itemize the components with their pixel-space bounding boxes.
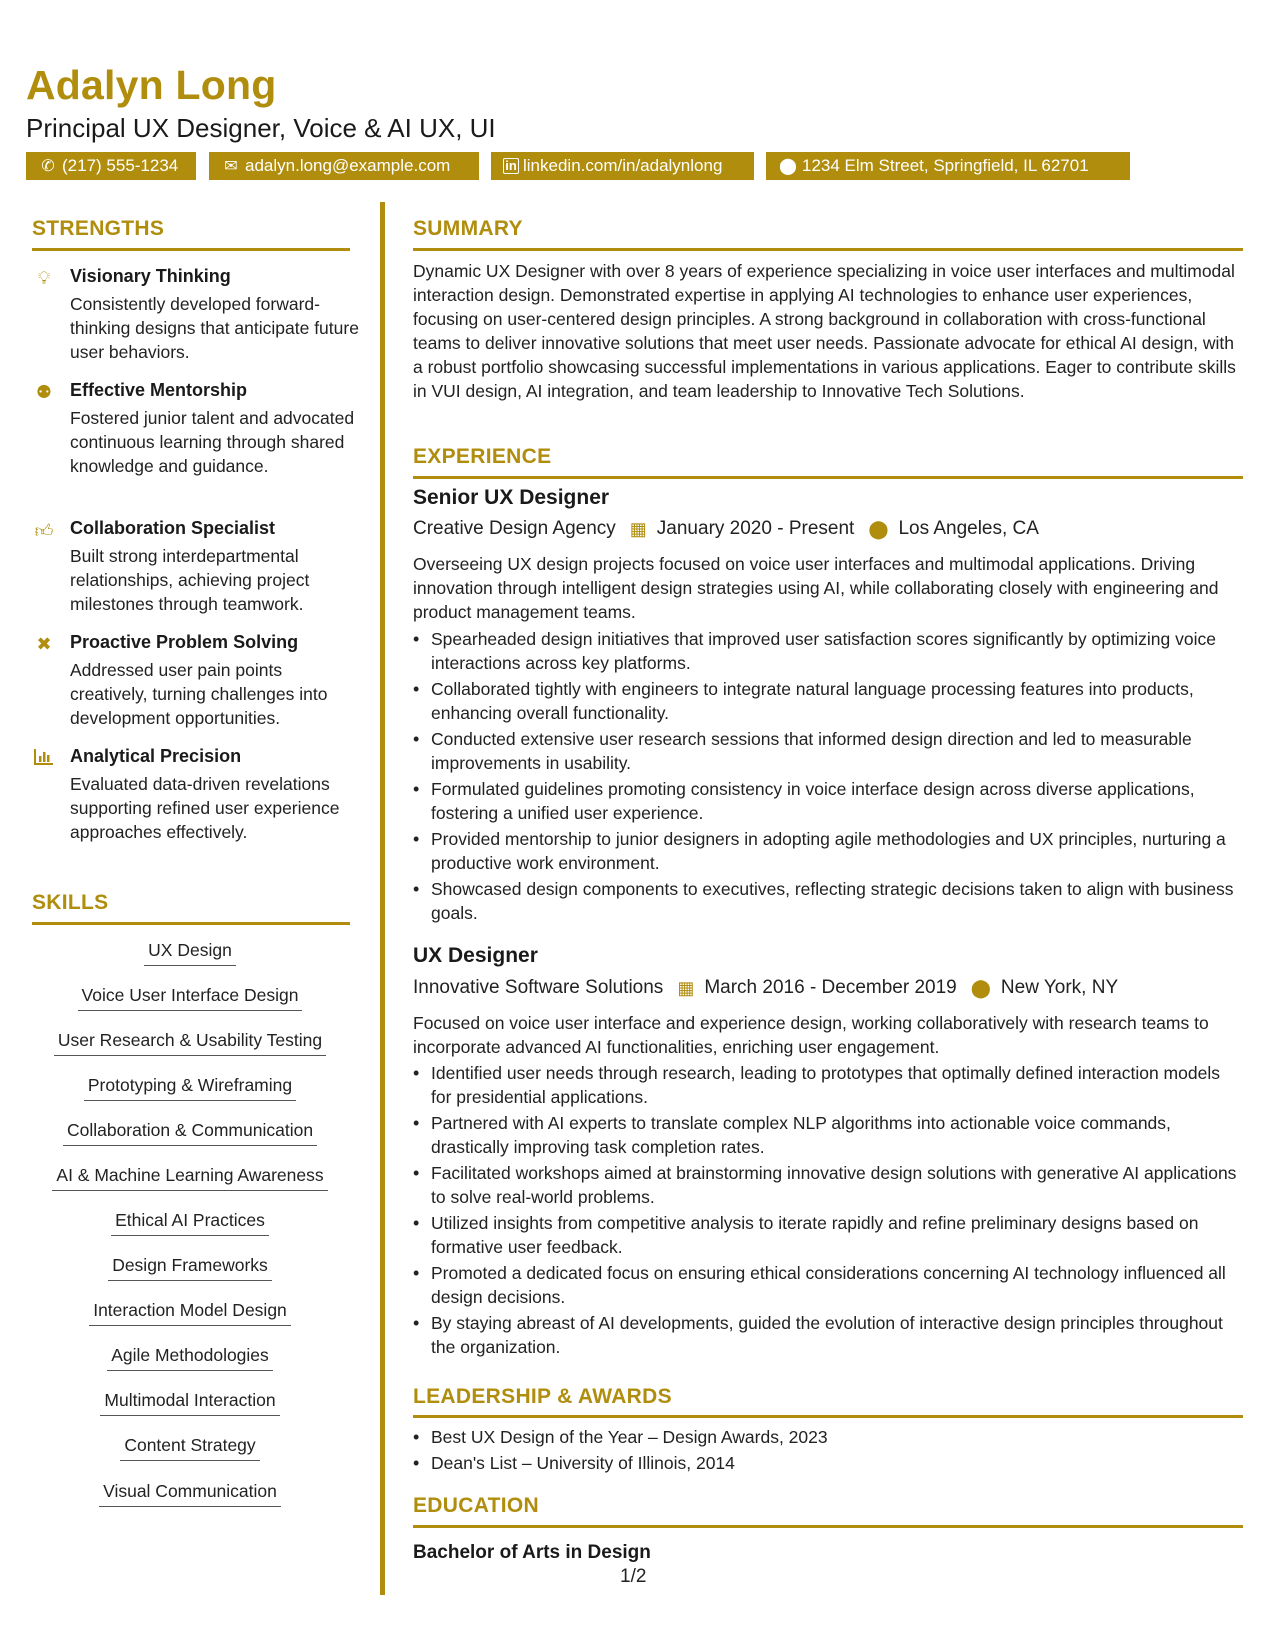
summary-rule [413, 248, 1243, 251]
summary-text: Dynamic UX Designer with over 8 years of experience specializing in voice user interfaces and multimodal interaction design. Demonstrated expertise in applying AI technologies to enhance user experiences, focusing on user-centered design principles. A strong background in collaboration with cross-functional teams to deliver innovative solutions that meet user needs. Passionate advocate for ethical AI design, with a robust portfolio showcasing successful implementations in various applications. Eager to contribute skills in VUI design, AI integration, and team leadership to Innovative Tech Solutions. [413, 261, 1236, 401]
linkedin-icon: in [503, 158, 519, 174]
job-title: Senior UX Designer [413, 486, 610, 509]
strength-title: Analytical Precision [70, 746, 242, 766]
job-bullets [413, 1061, 1243, 1361]
lightbulb-icon: 💡︎ [37, 268, 51, 289]
skill-tag [30, 1030, 350, 1056]
skill-tag [30, 1345, 350, 1371]
list-item: • Collaborated tightly with engineers to integrate natural language processing features into products, enhancing overall functionality. [413, 677, 1243, 725]
candidate-title: Principal UX Designer, Voice & AI UX, UI [26, 113, 496, 143]
bar-chart-icon [32, 748, 56, 770]
skill-tag [30, 1120, 350, 1146]
job-dates: January 2020 - Present [656, 518, 855, 539]
strength-title: Proactive Problem Solving [70, 632, 299, 652]
phone-icon: ✆ [41, 158, 55, 175]
skill-tag [30, 1390, 350, 1416]
skill-tag [30, 1255, 350, 1281]
leadership-list [413, 1425, 1243, 1477]
job-company: Innovative Software Solutions [413, 977, 664, 998]
job-meta [413, 977, 1118, 999]
column-divider [380, 202, 385, 1595]
strengths-rule [32, 248, 350, 251]
strengths-heading: STRENGTHS [32, 217, 165, 240]
tools-icon: ✖ [36, 634, 52, 655]
contact-address [766, 152, 1130, 180]
skill-tag [30, 1075, 350, 1101]
calendar-icon: ▦ [629, 518, 647, 539]
skill-label: Collaboration & Communication [63, 1120, 317, 1146]
skill-label: User Research & Usability Testing [54, 1030, 326, 1056]
skill-label: Content Strategy [120, 1435, 259, 1461]
list-item: • Showcased design components to executives, reflecting strategic decisions taken to align with business goals. [413, 877, 1243, 925]
page-number: 1/2 [620, 1566, 647, 1587]
skill-tag [30, 985, 350, 1011]
map-pin-icon: ⬤ [868, 518, 889, 539]
skill-tag [30, 940, 350, 966]
job-company: Creative Design Agency [413, 518, 616, 539]
skill-label: AI & Machine Learning Awareness [52, 1165, 327, 1191]
map-pin-icon: ⬤ [970, 977, 991, 998]
strength-title: Collaboration Specialist [70, 518, 276, 538]
skills-heading: SKILLS [32, 891, 109, 914]
strength-desc: Built strong interdepartmental relationships, achieving project milestones through teamwork. [70, 546, 310, 614]
job-meta [413, 518, 1039, 540]
leadership-rule [413, 1415, 1243, 1418]
list-item: • Identified user needs through research, leading to prototypes that optimally defined interaction models for presidential applications. [413, 1061, 1243, 1109]
strength-desc: Evaluated data-driven revelations supporting refined user experience approaches effectively. [70, 774, 340, 842]
strength-desc: Consistently developed forward-thinking designs that anticipate future user behaviors. [70, 294, 359, 362]
education-rule [413, 1525, 1243, 1528]
list-item: • Provided mentorship to junior designers in adopting agile methodologies and UX principles, nurturing a productive work environment. [413, 827, 1243, 875]
list-item: • By staying abreast of AI developments, guided the evolution of interactive design principles throughout the organization. [413, 1311, 1243, 1359]
skill-label: UX Design [144, 940, 236, 966]
contact-phone [26, 152, 196, 180]
strength-desc: Fostered junior talent and advocated continuous learning through shared knowledge and guidance. [70, 408, 355, 476]
skills-rule [32, 922, 350, 925]
job-bullets [413, 627, 1243, 927]
experience-rule [413, 476, 1243, 479]
map-pin-icon: ⬤ [779, 158, 797, 175]
contact-linkedin-text[interactable]: linkedin.com/in/adalynlong [523, 156, 723, 175]
contact-linkedin[interactable] [491, 152, 754, 180]
skill-tag [30, 1481, 350, 1507]
skill-label: Visual Communication [99, 1481, 281, 1507]
envelope-icon: ✉ [224, 158, 238, 175]
list-item: • Utilized insights from competitive analysis to iterate rapidly and refine preliminary designs based on formative user feedback. [413, 1211, 1243, 1259]
list-item: • Facilitated workshops aimed at brainstorming innovative design solutions with generative AI applications to solve real-world problems. [413, 1161, 1243, 1209]
skill-tag [30, 1210, 350, 1236]
skill-label: Ethical AI Practices [111, 1210, 269, 1236]
skill-label: Voice User Interface Design [78, 985, 303, 1011]
experience-heading: EXPERIENCE [413, 445, 552, 468]
contact-email[interactable] [209, 152, 479, 180]
contact-email-text[interactable]: adalyn.long@example.com [245, 156, 451, 175]
users-icon: ⚉ [35, 382, 53, 403]
skill-label: Multimodal Interaction [100, 1390, 279, 1416]
list-item: • Partnered with AI experts to translate complex NLP algorithms into actionable voice commands, drastically improving task completion rates. [413, 1111, 1243, 1159]
list-item: • Promoted a dedicated focus on ensuring ethical considerations concerning AI technology influenced all design decisions. [413, 1261, 1243, 1309]
contact-address-text: 1234 Elm Street, Springfield, IL 62701 [802, 156, 1089, 175]
skill-label: Interaction Model Design [89, 1300, 291, 1326]
education-degree: Bachelor of Arts in Design [413, 1542, 651, 1563]
strength-desc: Addressed user pain points creatively, turning challenges into development opportunities. [70, 660, 328, 728]
candidate-name: Adalyn Long [26, 62, 277, 108]
job-location: New York, NY [1000, 977, 1119, 998]
job-title: UX Designer [413, 944, 538, 967]
contact-phone-text: (217) 555-1234 [62, 156, 179, 175]
education-heading: EDUCATION [413, 1494, 539, 1517]
strength-title: Effective Mentorship [70, 380, 248, 400]
skill-label: Design Frameworks [108, 1255, 272, 1281]
skill-tag [30, 1435, 350, 1461]
job-location: Los Angeles, CA [898, 518, 1039, 539]
list-item: • Spearheaded design initiatives that improved user satisfaction scores significantly by optimizing voice interactions across key platforms. [413, 627, 1243, 675]
skill-label: Agile Methodologies [107, 1345, 273, 1371]
job-description: Overseeing UX design projects focused on voice user interfaces and multimodal applications. Driving innovation through intelligent design strategies using AI, while collaborating closely with engineering and product management teams. [413, 554, 1219, 622]
list-item: • Conducted extensive user research sessions that informed design direction and led to measurable improvements in usability. [413, 727, 1243, 775]
calendar-icon: ▦ [677, 977, 695, 998]
job-dates: March 2016 - December 2019 [704, 977, 957, 998]
job-description: Focused on voice user interface and experience design, working collaboratively with research teams to incorporate advanced AI functionalities, enriching user engagement. [413, 1013, 1209, 1057]
thumbs-up-icon: 👍︎ [34, 521, 54, 542]
summary-heading: SUMMARY [413, 217, 523, 240]
list-item: • Best UX Design of the Year – Design Awards, 2023 [413, 1425, 1243, 1449]
leadership-heading: LEADERSHIP & AWARDS [413, 1385, 672, 1408]
skill-tag [30, 1300, 350, 1326]
list-item: • Formulated guidelines promoting consistency in voice interface design across diverse applications, fostering a unified user experience. [413, 777, 1243, 825]
list-item: • Dean's List – University of Illinois, 2014 [413, 1451, 1243, 1475]
strength-title: Visionary Thinking [70, 266, 231, 286]
skill-tag [30, 1165, 350, 1191]
skill-label: Prototyping & Wireframing [84, 1075, 296, 1101]
